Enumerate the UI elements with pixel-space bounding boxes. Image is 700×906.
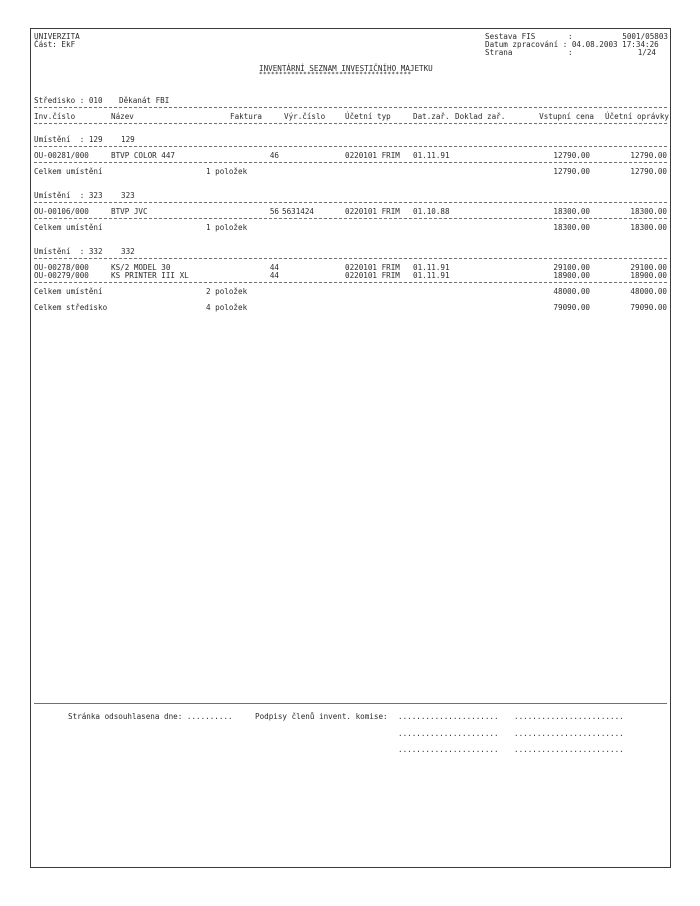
col-invoice: Faktura <box>230 112 263 121</box>
subtotal-input-price: 48000.00 <box>553 287 590 296</box>
account-type: 0220101 FRIM <box>345 271 400 280</box>
subtotal-depreciation: 48000.00 <box>630 287 667 296</box>
asset-name: BTVP JVC <box>111 207 148 216</box>
organization-name: UNIVERZITA <box>34 32 80 41</box>
sestava-label: Sestava FIS <box>485 32 536 41</box>
location-name: 129 <box>121 135 135 144</box>
depreciation: 12790.00 <box>630 151 667 160</box>
col-input-price: Vstupní cena <box>539 112 594 121</box>
page-approved-date: Stránka odsouhlasena dne: .......... <box>68 712 233 721</box>
subtotal-count: 1 položek <box>206 223 248 232</box>
subtotal-input-price: 18300.00 <box>553 223 590 232</box>
invoice: 46 <box>269 151 279 160</box>
inv-number: OU-00281/000 <box>34 151 89 160</box>
page-colon: : <box>568 48 573 57</box>
date: 01.11.91 <box>413 263 450 272</box>
input-price: 29100.00 <box>553 263 590 272</box>
location-label: Umístění : 332 <box>34 247 103 256</box>
serial-number: 5631424 <box>282 207 315 216</box>
subtotal-depreciation: 18300.00 <box>630 223 667 232</box>
input-price: 12790.00 <box>553 151 590 160</box>
account-type: 0220101 FRIM <box>345 207 400 216</box>
asset-name: KS/2 MODEL 30 <box>111 263 171 272</box>
signature-line: ...................... <box>398 729 499 738</box>
organization-part: Část: EkF <box>34 40 76 49</box>
depreciation: 18900.00 <box>630 271 667 280</box>
grand-total-label: Celkem středisko <box>34 303 108 312</box>
subtotal-label: Celkem umístění <box>34 167 103 176</box>
page-number: 1/24 <box>637 48 656 57</box>
subtotal-count: 2 položek <box>206 287 248 296</box>
input-price: 18300.00 <box>553 207 590 216</box>
inv-number: OU-00279/000 <box>34 271 89 280</box>
col-date: Dat.zař. <box>413 112 450 121</box>
divider <box>34 123 667 124</box>
date: 01.10.88 <box>413 207 450 216</box>
signature-line: ........................ <box>514 712 624 721</box>
date: 01.11.91 <box>413 151 450 160</box>
subtotal-label: Celkem umístění <box>34 223 103 232</box>
commission-signatures-label: Podpisy členů invent. komise: <box>255 712 388 721</box>
grand-total-count: 4 položek <box>206 303 248 312</box>
account-type: 0220101 FRIM <box>345 263 400 272</box>
col-account-type: Účetní typ <box>345 112 391 121</box>
invoice: 44 <box>269 271 279 280</box>
depreciation: 18300.00 <box>630 207 667 216</box>
depreciation: 29100.00 <box>630 263 667 272</box>
signature-line: ...................... <box>398 745 499 754</box>
divider <box>34 218 667 219</box>
subtotal-input-price: 12790.00 <box>553 167 590 176</box>
sestava-colon: : <box>568 32 573 41</box>
signature-line: ...................... <box>398 712 499 721</box>
subtotal-label: Celkem umístění <box>34 287 103 296</box>
title-underline: ************************************** <box>259 71 412 78</box>
location-label: Umístění : 129 <box>34 135 103 144</box>
col-inv-number: Inv.číslo <box>34 112 76 121</box>
signature-line: ........................ <box>514 745 624 754</box>
location-name: 323 <box>121 191 135 200</box>
location-label: Umístění : 323 <box>34 191 103 200</box>
invoice: 44 <box>269 263 279 272</box>
col-depreciation: Účetní oprávky <box>604 112 669 121</box>
col-document: Doklad zař. <box>455 112 506 121</box>
cost-center-label: Středisko : 010 <box>34 96 103 105</box>
divider <box>34 146 667 147</box>
location-name: 332 <box>121 247 135 256</box>
asset-name: BTVP COLOR 447 <box>111 151 176 160</box>
processing-date: Datum zpracování : 04.08.2003 17:34:26 <box>485 40 659 49</box>
signature-line: ........................ <box>514 729 624 738</box>
asset-name: KS PRINTER III XL <box>111 271 189 280</box>
divider <box>34 202 667 203</box>
page-label: Strana <box>485 48 513 57</box>
divider <box>34 258 667 259</box>
date: 01.11.91 <box>413 271 450 280</box>
footer-divider <box>34 703 667 704</box>
subtotal-depreciation: 12790.00 <box>630 167 667 176</box>
divider <box>34 107 667 108</box>
input-price: 18900.00 <box>553 271 590 280</box>
divider <box>34 282 667 283</box>
sestava-value: 5001/05803 <box>622 32 668 41</box>
cost-center-name: Děkanát FBI <box>119 96 170 105</box>
invoice: 56 <box>269 207 279 216</box>
report-title: INVENTÁRNÍ SEZNAM INVESTIČNÍHO MAJETKU <box>259 64 433 73</box>
subtotal-count: 1 položek <box>206 167 248 176</box>
inv-number: OU-00106/000 <box>34 207 89 216</box>
col-serial: Výr.číslo <box>284 112 326 121</box>
divider <box>34 162 667 163</box>
col-name: Název <box>111 112 134 121</box>
inv-number: OU-00278/000 <box>34 263 89 272</box>
report-sheet <box>30 28 671 868</box>
account-type: 0220101 FRIM <box>345 151 400 160</box>
grand-total-input-price: 79090.00 <box>553 303 590 312</box>
grand-total-depreciation: 79090.00 <box>630 303 667 312</box>
